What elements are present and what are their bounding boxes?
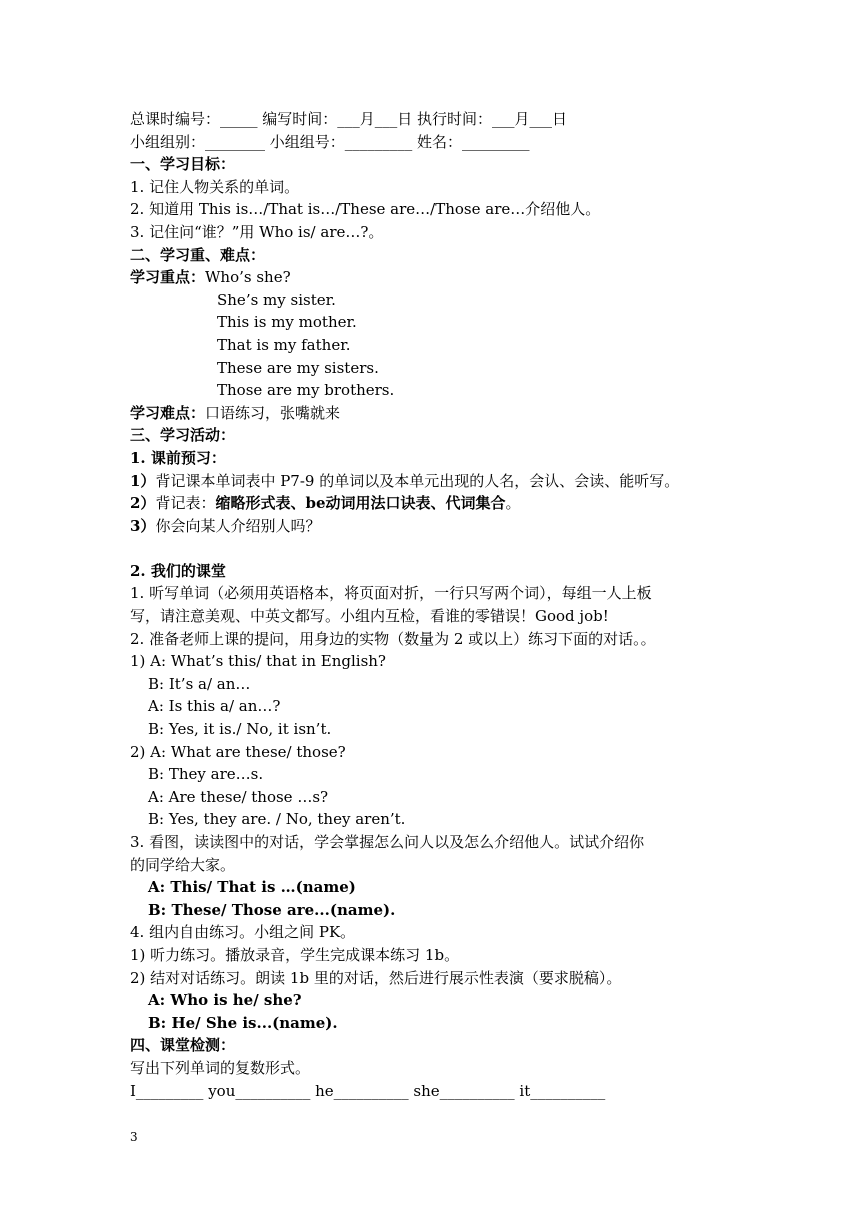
subsection-classroom: 2. 我们的课堂 (130, 561, 226, 580)
classroom-text: 3. 看图，读读图中的对话，学会掌握怎么问人以及怎么介绍他人。试试介绍你 (130, 833, 645, 851)
item-text: 背记表： (155, 494, 216, 513)
goal-item: 2. 知道用 This is…/That is…/These are…/Those are…介绍他人。 (130, 200, 601, 219)
item-text-bold: 缩略形式表、be动词用法口诀表、代词集合 (215, 494, 506, 513)
dialogue-line: B: They are…s. (148, 765, 264, 784)
subsection-preview: 1. 课前预习： (130, 448, 226, 467)
difficulty-row (130, 402, 735, 425)
goal-item: 1. 记住人物关系的单词。 (130, 177, 300, 196)
dialogue-line: 1) A: What’s this/ that in English? (130, 652, 386, 671)
classroom-text: 4. 组内自由练习。小组之间 PK。 (130, 923, 356, 942)
classroom-text: 1) 听力练习。播放录音，学生完成课本练习 1b。 (130, 945, 460, 964)
difficulty-text: 口语练习，张嘴就来 (205, 403, 341, 422)
dialogue-line-bold: B: These/ Those are...(name). (148, 900, 396, 919)
page-number: 3 (130, 1130, 138, 1144)
classroom-text: 2. 准备老师上课的提问，用身边的实物（数量为 2 或以上）练习下面的对话。。 (130, 629, 656, 648)
blank-line (130, 537, 735, 560)
key-point-line: This is my mother. (217, 313, 357, 332)
key-point-line: That is my father. (217, 335, 351, 354)
key-point-row (130, 266, 735, 289)
dialogue-line: B: Yes, it is./ No, it isn’t. (148, 720, 332, 739)
section-title-activities: 三、学习活动： (130, 426, 236, 445)
item-text: 你会向某人介绍别人吗？ (155, 516, 321, 535)
preview-item (130, 470, 735, 493)
key-point-line: Those are my brothers. (217, 381, 395, 400)
key-point-line: She’s my sister. (217, 290, 336, 309)
section-title-check: 四、课堂检测： (130, 1036, 236, 1055)
classroom-text: 写，请注意美观、中英文都写。小组内互检，看谁的零错误！Good job! (130, 607, 609, 626)
difficulty-label: 学习难点： (130, 403, 206, 422)
dialogue-line: 2) A: What are these/ those? (130, 742, 346, 761)
item-text: 背记课本单词表中 P7-9 的单词以及本单元出现的人名，会认、会读、能听写。 (155, 471, 680, 490)
section-title-goals: 一、学习目标： (130, 155, 236, 174)
dialogue-line: B: It’s a/ an… (148, 674, 251, 693)
dialogue-line-bold: A: This/ That is …(name) (148, 878, 356, 897)
header-line-1: 总课时编号：_____ 编写时间：___月___日 执行时间：___月___日 (130, 110, 568, 128)
key-point-text: Who’s she? (205, 268, 291, 287)
plural-blanks: I_________ you__________ he__________ she__________ it__________ (130, 1081, 606, 1100)
classroom-text: 1. 听写单词（必须用英语格本，将页面对折，一行只写两个词），每组一人上板 (130, 584, 652, 603)
classroom-text: 2) 结对对话练习。朗读 1b 里的对话，然后进行展示性表演（要求脱稿）。 (130, 968, 622, 987)
dialogue-line: B: Yes, they are. / No, they aren’t. (148, 810, 406, 829)
header-line-2: 小组组别：________ 小组组号：_________ 姓名：_________ (130, 132, 530, 151)
goal-item: 3. 记住问“谁？”用 Who is/ are…?。 (130, 222, 384, 241)
dialogue-line-bold: B: He/ She is...(name). (148, 1013, 338, 1032)
key-point-line: These are my sisters. (217, 358, 379, 377)
item-number: 1） (130, 471, 156, 490)
section-title-key-points: 二、学习重、难点： (130, 245, 266, 264)
worksheet-page (130, 108, 735, 1102)
dialogue-line: A: Is this a/ an…? (148, 697, 281, 716)
item-text: 。 (505, 494, 521, 513)
check-instructions: 写出下列单词的复数形式。 (130, 1058, 311, 1077)
preview-item (130, 515, 735, 538)
dialogue-line: A: Are these/ those …s? (148, 787, 329, 806)
dialogue-line-bold: A: Who is he/ she? (148, 991, 302, 1010)
item-number: 2） (130, 494, 156, 513)
classroom-text: 的同学给大家。 (130, 855, 236, 874)
preview-item (130, 492, 735, 515)
key-point-label: 学习重点： (130, 268, 206, 287)
item-number: 3） (130, 516, 156, 535)
